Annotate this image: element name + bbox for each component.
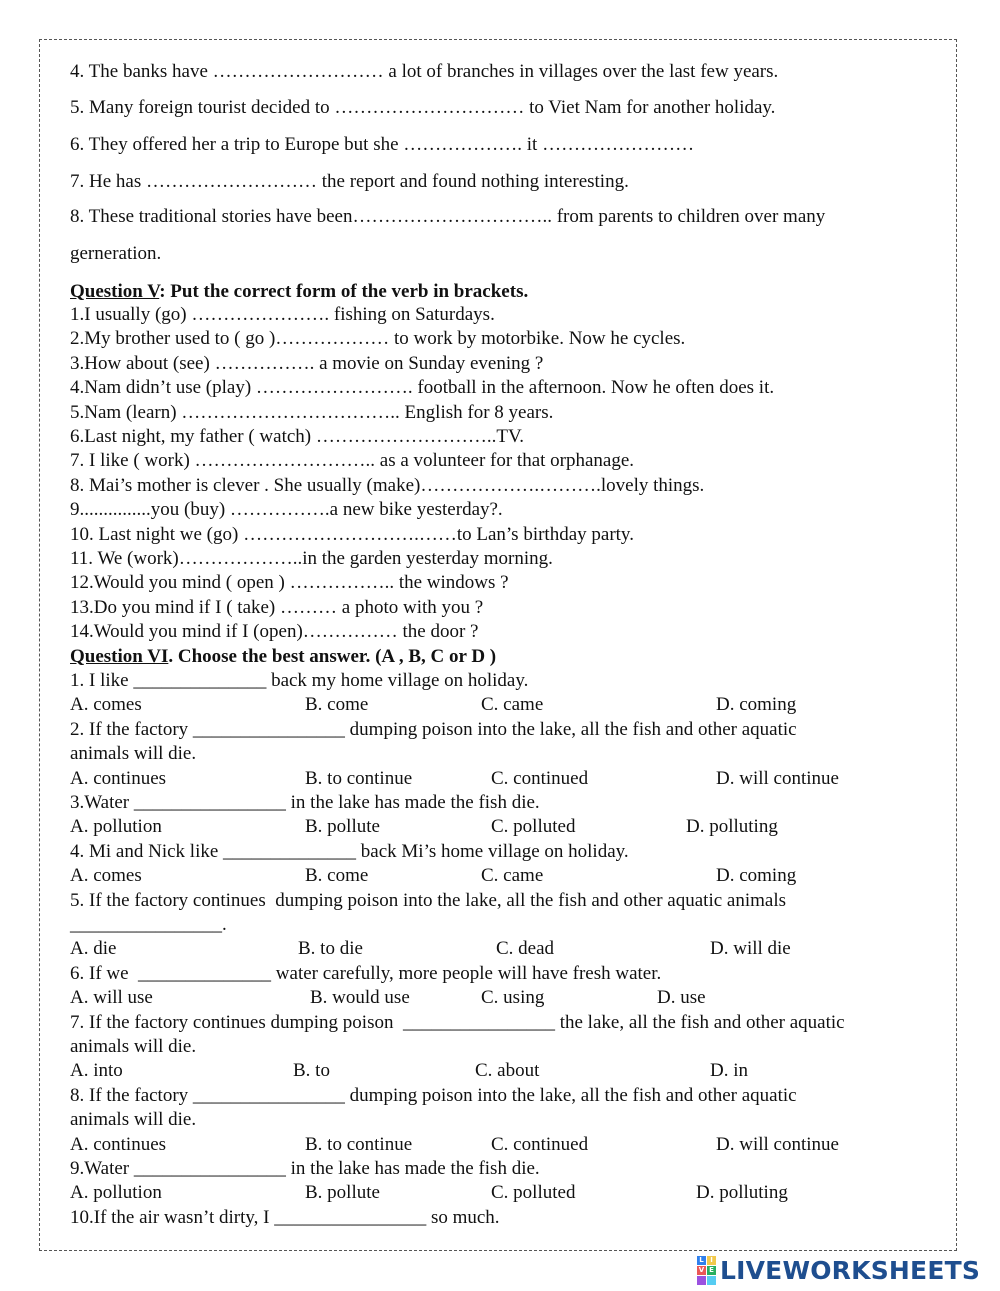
text-line: 4. The banks have ……………………… a lot of branches in villages over the last few years. (70, 61, 779, 82)
answer-option[interactable]: B. to continue (305, 1134, 413, 1155)
logo-mark-icon (697, 1256, 716, 1285)
logo-mark-tile: V (698, 1265, 705, 1274)
question-item: animals will die. (70, 743, 197, 764)
answer-option[interactable]: B. come (305, 865, 369, 886)
answer-option[interactable]: D. will die (710, 938, 791, 959)
text-line: 8. These traditional stories have been………………………….. from parents to children over many (70, 206, 826, 227)
question-item: 7. I like ( work) ……………………….. as a volunteer for that orphanage. (70, 450, 635, 471)
answer-option[interactable]: A. die (70, 938, 117, 959)
question-item: 8. If the factory ________________ dumping poison into the lake, all the fish and other aquatic (70, 1085, 797, 1106)
answer-option[interactable]: C. continued (491, 768, 589, 789)
question-item: 3.How about (see) ……………. a movie on Sunday evening ? (70, 353, 544, 374)
answer-option[interactable]: D. coming (716, 694, 797, 715)
question-item: animals will die. (70, 1109, 197, 1130)
text-line: gerneration. (70, 243, 162, 264)
question-item: 2. If the factory ________________ dumping poison into the lake, all the fish and other aquatic (70, 719, 797, 740)
question-item: ________________. (70, 914, 227, 935)
answer-option[interactable]: D. will continue (716, 768, 839, 789)
section-title: : Put the correct form of the verb in brackets. (159, 281, 529, 302)
question-item: 6.Last night, my father ( watch) ………………………..TV. (70, 426, 524, 447)
liveworksheets-logo (697, 1256, 980, 1284)
section-label: Question VI (70, 646, 169, 667)
answer-option[interactable]: C. about (475, 1060, 540, 1081)
answer-option[interactable]: C. came (481, 865, 544, 886)
section-label: Question V (70, 281, 160, 302)
question-item: 3.Water ________________ in the lake has made the fish die. (70, 792, 540, 813)
question-item: 7. If the factory continues dumping poison ________________ the lake, all the fish and other aquatic (70, 1012, 845, 1033)
question-item: 1.I usually (go) …………………. fishing on Saturdays. (70, 304, 495, 325)
logo-mark-tile (707, 1276, 716, 1285)
answer-option[interactable]: A. into (70, 1060, 123, 1081)
answer-option[interactable]: D. polluting (686, 816, 778, 837)
question-item: 10. Last night we (go) ……………………….……to Lan’s birthday party. (70, 524, 634, 545)
question-item: 6. If we ______________ water carefully, more people will have fresh water. (70, 963, 662, 984)
question-vi-heading (70, 645, 496, 669)
question-v-heading (70, 280, 528, 304)
answer-option[interactable]: C. polluted (491, 1182, 576, 1203)
question-item: 9.Water ________________ in the lake has made the fish die. (70, 1158, 540, 1179)
answer-option[interactable]: B. to die (298, 938, 363, 959)
answer-option[interactable]: C. using (481, 987, 545, 1008)
answer-option[interactable]: A. comes (70, 694, 142, 715)
question-item: 4. Mi and Nick like ______________ back Mi’s home village on holiday. (70, 841, 629, 862)
question-item: 11. We (work)………………..in the garden yesterday morning. (70, 548, 553, 569)
answer-option[interactable]: D. polluting (696, 1182, 788, 1203)
answer-option[interactable]: A. continues (70, 1134, 167, 1155)
text-line: 7. He has ……………………… the report and found nothing interesting. (70, 171, 629, 192)
logo-mark-tile (697, 1276, 706, 1285)
answer-option[interactable]: D. will continue (716, 1134, 839, 1155)
answer-option[interactable]: A. pollution (70, 816, 162, 837)
question-item: 8. Mai’s mother is clever . She usually (make)……………….……….lovely things. (70, 475, 705, 496)
answer-option[interactable]: B. to continue (305, 768, 413, 789)
answer-option[interactable]: A. pollution (70, 1182, 162, 1203)
answer-option[interactable]: B. to (293, 1060, 330, 1081)
question-item: 13.Do you mind if I ( take) ……… a photo with you ? (70, 597, 484, 618)
answer-option[interactable]: D. in (710, 1060, 748, 1081)
answer-option[interactable]: A. will use (70, 987, 153, 1008)
question-item: 5.Nam (learn) …………………………….. English for 8 years. (70, 402, 554, 423)
question-item: 10.If the air wasn’t dirty, I ________________ so much. (70, 1207, 500, 1228)
question-item: 4.Nam didn’t use (play) ……………………. football in the afternoon. Now he often does it. (70, 377, 775, 398)
text-line: 6. They offered her a trip to Europe but she ………………. it …………………… (70, 134, 695, 155)
answer-option[interactable]: D. use (657, 987, 706, 1008)
question-item: 1. I like ______________ back my home village on holiday. (70, 670, 529, 691)
answer-option[interactable]: A. continues (70, 768, 167, 789)
answer-option[interactable]: B. pollute (305, 1182, 380, 1203)
answer-option[interactable]: B. pollute (305, 816, 380, 837)
answer-option[interactable]: D. coming (716, 865, 797, 886)
question-item: 2.My brother used to ( go )……………… to work by motorbike. Now he cycles. (70, 328, 686, 349)
answer-option[interactable]: C. polluted (491, 816, 576, 837)
text-line: 5. Many foreign tourist decided to ………………………… to Viet Nam for another holiday. (70, 97, 776, 118)
answer-option[interactable]: C. came (481, 694, 544, 715)
logo-text: LIVEWORKSHEETS (720, 1255, 981, 1285)
logo-mark-tile: E (707, 1266, 716, 1275)
answer-option[interactable]: A. comes (70, 865, 142, 886)
logo-mark-tile: L (697, 1256, 706, 1265)
question-item: 9...............you (buy) …………….a new bike yesterday?. (70, 499, 503, 520)
question-item: 12.Would you mind ( open ) …………….. the windows ? (70, 572, 509, 593)
question-item: 14.Would you mind if I (open)…………… the door ? (70, 621, 479, 642)
answer-option[interactable]: B. would use (310, 987, 410, 1008)
logo-mark-tile: I (707, 1256, 716, 1265)
question-item: animals will die. (70, 1036, 197, 1057)
section-title: . Choose the best answer. (A , B, C or D ) (168, 646, 497, 667)
answer-option[interactable]: C. continued (491, 1134, 589, 1155)
question-item: 5. If the factory continues dumping poison into the lake, all the fish and other aquatic animals (70, 890, 787, 911)
answer-option[interactable]: B. come (305, 694, 369, 715)
answer-option[interactable]: C. dead (496, 938, 555, 959)
